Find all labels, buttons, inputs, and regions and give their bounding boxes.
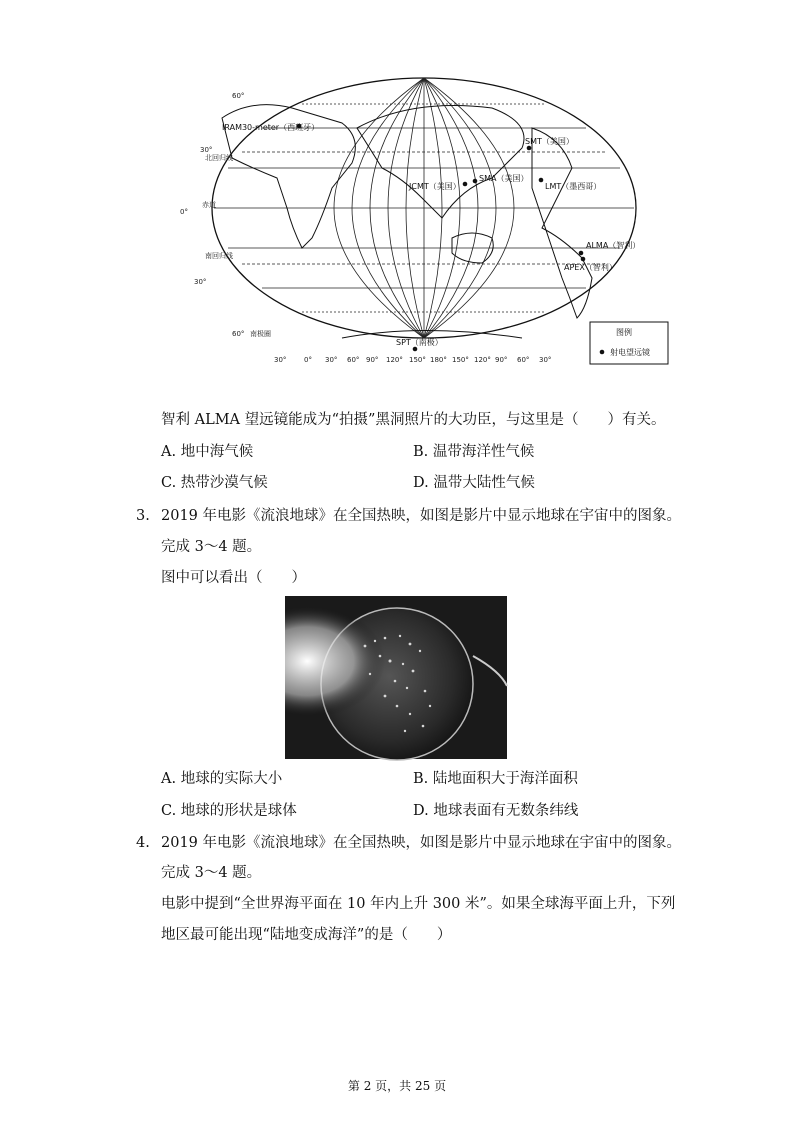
tropic-of-capricorn-label: 南回归线 [205, 252, 233, 260]
q2-option-b[interactable]: B. 温带海洋性气候 [413, 444, 535, 460]
lon-label: 120° [474, 356, 491, 364]
q2-stem: 智利 ALMA 望远镜能成为“拍摄”黑洞照片的大功臣，与这里是（ ）有关。 [161, 412, 666, 428]
lat-label: 30° [200, 146, 213, 154]
q4-number: 4. [136, 835, 150, 851]
lon-label: 150° [452, 356, 469, 364]
q4-intro-2: 完成 3～4 题。 [161, 865, 262, 881]
legend-item-label: 射电望远镜 [610, 348, 650, 357]
telescope-label-spt: SPT（南极） [396, 338, 443, 347]
q3-intro-2: 完成 3～4 题。 [161, 539, 262, 555]
q4-intro: 2019 年电影《流浪地球》在全国热映，如图是影片中显示地球在宇宙中的图象。 [161, 835, 682, 851]
lon-label: 30° [539, 356, 552, 364]
lon-label: 60° [517, 356, 530, 364]
page-footer: 第 2 页，共 25 页 [347, 1079, 447, 1093]
lon-label: 30° [274, 356, 287, 364]
lon-label: 60° [347, 356, 360, 364]
lon-label: 120° [386, 356, 403, 364]
lon-label: 150° [409, 356, 426, 364]
lon-label: 90° [366, 356, 379, 364]
world-map-figure [180, 68, 650, 368]
q2-option-d[interactable]: D. 温带大陆性气候 [413, 475, 535, 491]
lat-label: 60° [232, 330, 245, 338]
q2-option-c[interactable]: C. 热带沙漠气候 [161, 475, 268, 491]
antarctic-circle-label: 南极圈 [250, 330, 271, 338]
legend-dot [600, 350, 605, 355]
q3-option-b[interactable]: B. 陆地面积大于海洋面积 [413, 771, 578, 787]
telescope-label-smt: SMT（美国） [525, 137, 574, 146]
lon-label: 90° [495, 356, 508, 364]
telescope-label-lmt: LMT（墨西哥） [545, 182, 602, 191]
tropic-of-cancer-label: 北回归线 [205, 154, 233, 162]
q3-stem: 图中可以看出（ ） [161, 570, 306, 586]
q2-option-a[interactable]: A. 地中海气候 [161, 444, 254, 460]
q3-option-a[interactable]: A. 地球的实际大小 [161, 771, 283, 787]
q3-number: 3. [136, 508, 150, 524]
lat-label: 0° [180, 208, 188, 216]
telescope-label-apex: APEX（智利） [564, 263, 617, 272]
q3-option-c[interactable]: C. 地球的形状是球体 [161, 803, 297, 819]
telescope-label-jcmt: JCMT（美国） [409, 182, 461, 191]
telescope-label-sma: SMA（美国） [479, 174, 529, 183]
lat-label: 30° [194, 278, 207, 286]
equator-label: 赤道 [202, 201, 216, 209]
q3-option-d[interactable]: D. 地球表面有无数条纬线 [413, 803, 579, 819]
lon-label: 0° [304, 356, 312, 364]
lon-label: 180° [430, 356, 447, 364]
telescope-label-iram: IRAM30-meter（西班牙） [222, 123, 320, 132]
earth-in-space-image [285, 596, 507, 759]
telescope-label-alma: ALMA（智利） [586, 241, 641, 250]
q4-stem-line-2: 地区最可能出现“陆地变成海洋”的是（ ） [161, 927, 452, 943]
lat-label: 60° [232, 92, 245, 100]
q4-stem-line-1: 电影中提到“全世界海平面在 10 年内上升 300 米”。如果全球海平面上升，下列 [161, 896, 676, 912]
q3-intro: 2019 年电影《流浪地球》在全国热映，如图是影片中显示地球在宇宙中的图象。 [161, 508, 682, 524]
lon-label: 30° [325, 356, 338, 364]
legend-title: 图例 [616, 328, 632, 337]
